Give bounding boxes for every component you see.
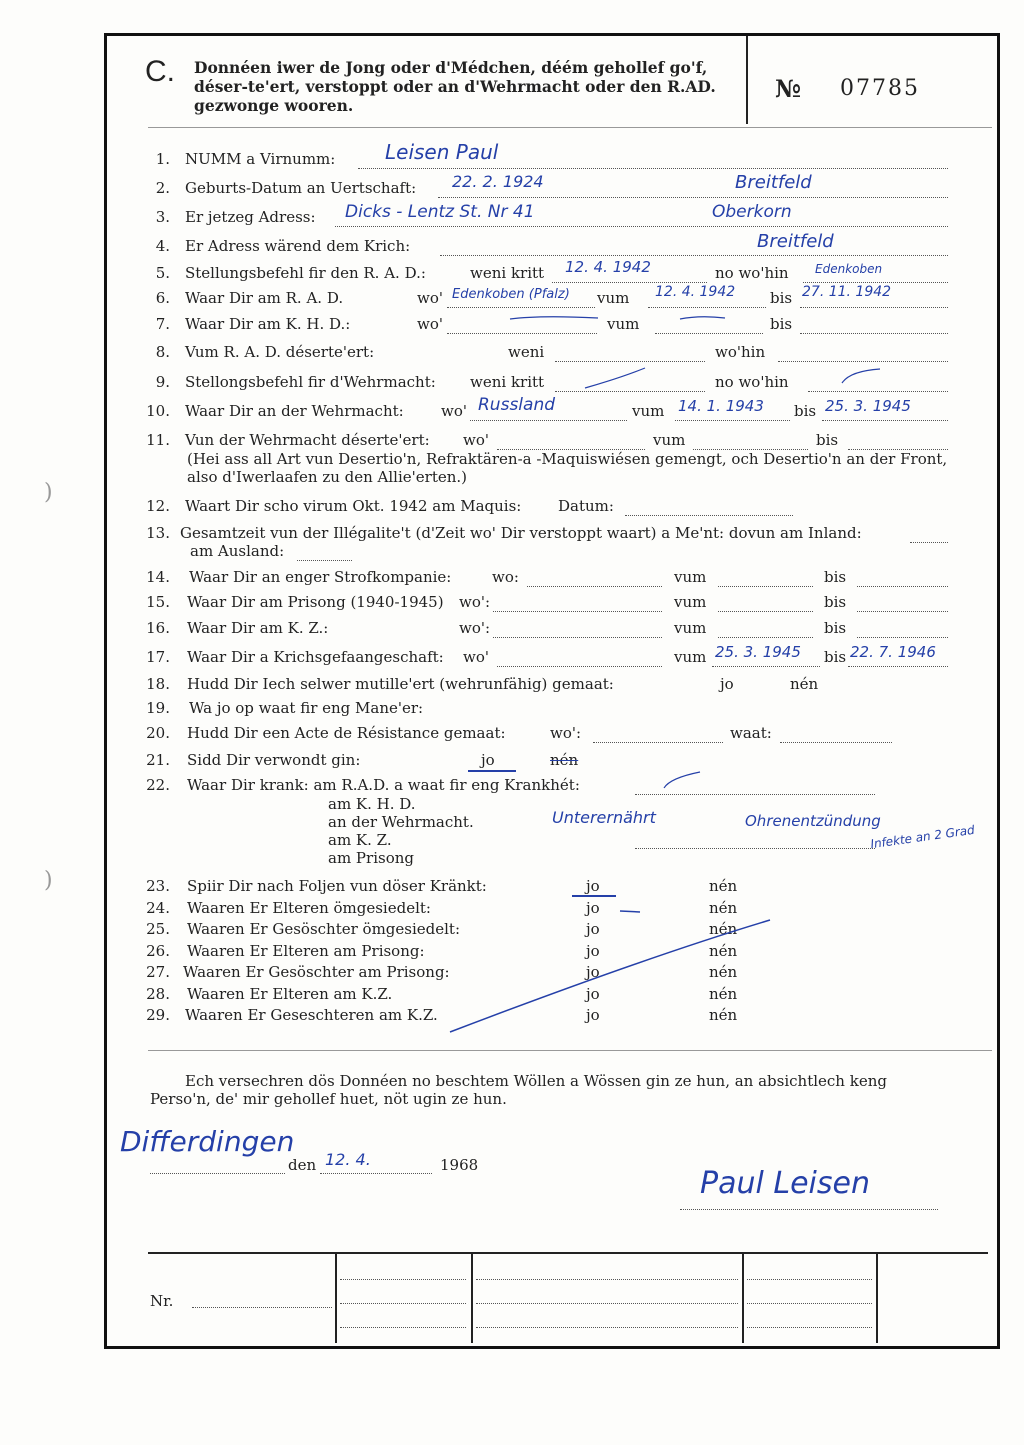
row-number: 21. — [146, 751, 170, 769]
row-number: 5. — [155, 264, 170, 282]
illegality-ausland-line — [297, 559, 352, 561]
row-number: 3. — [155, 208, 170, 226]
row-number: 13. — [146, 524, 170, 542]
signature: Paul Leisen — [700, 1166, 870, 1201]
pow-to: 22. 7. 1946 — [850, 643, 936, 661]
wehrmacht-to-line — [822, 419, 948, 421]
row-number: 23. — [146, 877, 170, 895]
rad-order-weni: weni kritt — [470, 264, 545, 282]
prison-bis: bis — [824, 593, 847, 611]
prison-place-line — [493, 610, 662, 612]
parents-kz-jo: jo — [586, 985, 600, 1003]
name-label: NUMM a Virnumm: — [185, 150, 336, 168]
pow-from: 25. 3. 1945 — [715, 643, 801, 661]
sick-kz: am K. Z. — [328, 831, 392, 849]
wehrmacht-order-wohin: no wo'hin — [715, 373, 789, 391]
row-number: 1. — [155, 150, 170, 168]
row-number: 12. — [146, 497, 170, 515]
address-line — [335, 225, 948, 227]
khd-vum: vum — [607, 315, 640, 333]
wehrmacht-to: 25. 3. 1945 — [825, 397, 911, 415]
resistance-label: Hudd Dir een Acte de Résistance gemaat: — [187, 724, 506, 742]
maquis-datum: Datum: — [558, 497, 614, 515]
pow-to-line — [848, 665, 948, 667]
wounded-nen: nén — [550, 751, 579, 769]
parents-resettled-label: Waaren Er Elteren ömgesiedelt: — [187, 899, 431, 917]
khd-wo: wo' — [417, 315, 443, 333]
wehrmacht-from-line — [675, 419, 790, 421]
rad-to-line — [800, 306, 948, 308]
strofkompanie-from-line — [718, 585, 813, 587]
form-number: 07785 — [840, 76, 920, 101]
footer-col-3 — [742, 1254, 744, 1343]
kz-vum: vum — [674, 619, 707, 637]
rad-desert-wohin: wo'hin — [715, 343, 766, 361]
rad-order-date-line — [552, 281, 707, 283]
address-town-value: Oberkorn — [712, 202, 792, 222]
place-line — [150, 1172, 285, 1174]
illegality-ausland: am Ausland: — [190, 542, 285, 560]
name-value: Leisen Paul — [385, 140, 499, 164]
wehrmacht-place-line — [470, 419, 627, 421]
rad-from-line — [648, 306, 766, 308]
wounded-jo-underline — [468, 770, 516, 772]
rad-to: 27. 11. 1942 — [802, 284, 892, 300]
rad-order-date: 12. 4. 1942 — [565, 258, 651, 276]
footer-cell-line — [340, 1302, 466, 1304]
wehrmacht-wo: wo' — [441, 402, 467, 420]
consequences-nen: nén — [709, 877, 738, 895]
header-rule — [148, 127, 992, 128]
prison-vum: vum — [674, 593, 707, 611]
rad-desert-label: Vum R. A. D. déserte'ert: — [185, 343, 375, 361]
pow-label: Waar Dir a Krichsgefaangeschaft: — [187, 648, 444, 666]
illegality-label: Gesamtzeit vun der Illégalite't (d'Zeit wo' Dir verstoppt waart) a Me'nt: dovun am Inland: — [180, 524, 862, 542]
mutilation-how-label: Wa jo op waat fir eng Mane'er: — [189, 699, 424, 717]
punch-hole: ) — [44, 868, 53, 893]
section-letter: C. — [145, 55, 175, 88]
row-number: 4. — [155, 237, 170, 255]
sick-lower-line — [635, 847, 875, 849]
blank-mark-3 — [660, 768, 710, 798]
pow-place-line — [497, 665, 662, 667]
blank-marks — [500, 310, 760, 400]
rad-vum: vum — [597, 289, 630, 307]
strofkompanie-bis: bis — [824, 568, 847, 586]
blank-mark-2 — [830, 365, 890, 395]
rad-place-line — [447, 306, 595, 308]
maquis-label: Waart Dir scho virum Okt. 1942 am Maquis: — [185, 497, 522, 515]
mutilation-jo: jo — [720, 675, 734, 693]
address-label: Er jetzeg Adress: — [185, 208, 316, 226]
row-number: 7. — [155, 315, 170, 333]
pow-vum: vum — [674, 648, 707, 666]
prison-wo: wo': — [459, 593, 491, 611]
consequences-label: Spiir Dir nach Foljen vun döser Kränkt: — [187, 877, 487, 895]
siblings-kz-jo: jo — [586, 1006, 600, 1024]
footer-cell-line — [340, 1278, 466, 1280]
wehrmacht-desert-label: Vun der Wehrmacht déserte'ert: — [185, 431, 430, 449]
khd-label: Waar Dir am K. H. D.: — [185, 315, 351, 333]
strike-through-lines — [440, 910, 780, 1040]
row-number: 10. — [146, 402, 170, 420]
wehrmacht-place: Russland — [478, 395, 556, 415]
sick-value-2: Ohrenentzündung — [745, 812, 881, 830]
parents-kz-label: Waaren Er Elteren am K.Z. — [187, 985, 393, 1003]
resistance-wo: wo': — [550, 724, 582, 742]
wehrmacht-desert-bis: bis — [816, 431, 839, 449]
mutilation-label: Hudd Dir Iech selwer mutille'ert (wehrunfähig) gemaat: — [187, 675, 614, 693]
strofkompanie-wo: wo: — [492, 568, 519, 586]
signing-den: den — [288, 1156, 317, 1174]
siblings-prison-label: Waaren Er Gesöschter am Prisong: — [183, 963, 450, 981]
resistance-place-line — [593, 741, 723, 743]
footer-cell-line — [476, 1302, 738, 1304]
desertion-note: (Hei ass all Art vun Desertio'n, Refraktären-a -Maquiswiésen gemengt, och Desertio'n an der Front, also d'Iwerlaafen zu den Allie'erten.) — [187, 450, 948, 486]
wehrmacht-label: Waar Dir an der Wehrmacht: — [185, 402, 404, 420]
footer-col-2 — [471, 1254, 473, 1343]
war-address-line — [440, 254, 948, 256]
row-number: 6. — [155, 289, 170, 307]
prison-from-line — [718, 610, 813, 612]
siblings-prison-jo: jo — [586, 963, 600, 981]
kz-label: Waar Dir am K. Z.: — [187, 619, 329, 637]
war-address-label: Er Adress wärend dem Krich: — [185, 237, 411, 255]
strofkompanie-label: Waar Dir an enger Strofkompanie: — [189, 568, 452, 586]
footer-cell-line — [747, 1302, 872, 1304]
row-number: 27. — [146, 963, 170, 981]
row-number: 22. — [146, 776, 170, 794]
strofkompanie-to-line — [857, 585, 948, 587]
parents-prison-nen: nén — [709, 942, 738, 960]
declaration-rule — [148, 1050, 992, 1051]
signing-year: 1968 — [440, 1156, 479, 1174]
date-line — [320, 1172, 432, 1174]
sick-khd: am K. H. D. — [328, 795, 416, 813]
row-number: 28. — [146, 985, 170, 1003]
strofkompanie-place-line — [527, 585, 662, 587]
footer-col-1 — [335, 1254, 337, 1343]
siblings-kz-nen: nén — [709, 1006, 738, 1024]
row-number: 26. — [146, 942, 170, 960]
mutilation-nen: nén — [790, 675, 819, 693]
consequences-jo: jo — [586, 877, 600, 895]
birth-line — [438, 196, 948, 198]
resistance-what-line — [780, 741, 892, 743]
war-address-value: Breitfeld — [757, 231, 834, 252]
siblings-kz-label: Waaren Er Geseschteren am K.Z. — [185, 1006, 438, 1024]
parents-prison-label: Waaren Er Elteren am Prisong: — [187, 942, 425, 960]
wehrmacht-from: 14. 1. 1943 — [678, 397, 764, 415]
illegality-inland-line — [910, 541, 948, 543]
signing-place: Differdingen — [120, 1125, 295, 1158]
row-number: 17. — [146, 648, 170, 666]
kz-from-line — [718, 636, 813, 638]
nr-label: Nr. — [150, 1292, 174, 1310]
row-number: 16. — [146, 619, 170, 637]
consequences-jo-underline — [572, 895, 616, 897]
rad-place: Edenkoben (Pfalz) — [452, 287, 570, 302]
birth-label: Geburts-Datum an Uertschaft: — [185, 179, 417, 197]
sick-wehrmacht: an der Wehrmacht. — [328, 813, 474, 831]
pow-wo: wo' — [463, 648, 489, 666]
rad-desert-place-line — [778, 360, 948, 362]
siblings-resettled-label: Waaren Er Gesöschter ömgesiedelt: — [187, 920, 461, 938]
rad-wo: wo' — [417, 289, 443, 307]
rad-order-place: Edenkoben — [815, 262, 883, 276]
punch-hole: ) — [44, 480, 53, 505]
footer-cell-line — [747, 1278, 872, 1280]
sick-value-1: Unterernährt — [552, 808, 656, 827]
row-number: 18. — [146, 675, 170, 693]
maquis-date-line — [625, 514, 793, 516]
birth-date-value: 22. 2. 1924 — [452, 172, 544, 191]
wehrmacht-desert-vum: vum — [653, 431, 686, 449]
parents-resettled-jo: jo — [586, 899, 600, 917]
row-number: 20. — [146, 724, 170, 742]
sick-value-3: Infekte an 2 Grad — [869, 822, 976, 852]
rad-order-label: Stellungsbefehl fir den R. A. D.: — [185, 264, 426, 282]
footer-col-4 — [876, 1254, 878, 1343]
kz-wo: wo': — [459, 619, 491, 637]
rad-bis: bis — [770, 289, 793, 307]
row-number: 2. — [155, 179, 170, 197]
resistance-waat: waat: — [730, 724, 772, 742]
row-number: 29. — [146, 1006, 170, 1024]
siblings-prison-nen: nén — [709, 963, 738, 981]
header-divider — [746, 36, 748, 124]
row-number: 25. — [146, 920, 170, 938]
signature-line — [680, 1208, 938, 1210]
declaration-text: Ech versechren dös Donnéen no beschtem Wöllen a Wössen gin ze hun, an absichtlech keng Perso'n, de' mir gehollef huet, nöt ugin ze hun. — [150, 1072, 887, 1108]
signing-date: 12. 4. — [325, 1150, 371, 1169]
number-symbol: № — [775, 74, 802, 103]
address-street-value: Dicks - Lentz St. Nr 41 — [345, 202, 535, 222]
parents-prison-jo: jo — [586, 942, 600, 960]
row-number: 9. — [155, 373, 170, 391]
siblings-resettled-jo: jo — [586, 920, 600, 938]
rad-order-place-line — [803, 281, 948, 283]
row-number: 11. — [146, 431, 170, 449]
siblings-resettled-nen: nén — [709, 920, 738, 938]
row-number: 14. — [146, 568, 170, 586]
strofkompanie-vum: vum — [674, 568, 707, 586]
name-line — [358, 167, 948, 169]
footer-cell-line — [747, 1326, 872, 1328]
sick-label: Waar Dir krank: am R.A.D. a waat fir eng Krankhét: — [187, 776, 580, 794]
wehrmacht-vum: vum — [632, 402, 665, 420]
footer-cell-line — [340, 1326, 466, 1328]
row-number: 19. — [146, 699, 170, 717]
wehrmacht-desert-wo: wo' — [463, 431, 489, 449]
footer-rule — [148, 1252, 988, 1254]
rad-label: Waar Dir am R. A. D. — [185, 289, 344, 307]
kz-to-line — [857, 636, 948, 638]
khd-to-line — [800, 332, 948, 334]
form-title: Donnéen iwer de Jong oder d'Médchen, déém gehollef go'f, déser-te'ert, verstoppt oder an d'Wehrmacht oder den R.AD. gezwonge wooren. — [194, 58, 716, 115]
prison-label: Waar Dir am Prisong (1940-1945) — [187, 593, 444, 611]
pow-bis: bis — [824, 648, 847, 666]
khd-bis: bis — [770, 315, 793, 333]
row-number: 24. — [146, 899, 170, 917]
parents-kz-nen: nén — [709, 985, 738, 1003]
parents-resettled-nen: nén — [709, 899, 738, 917]
wehrmacht-bis: bis — [794, 402, 817, 420]
nr-line — [192, 1306, 332, 1308]
rad-order-wohin: no wo'hin — [715, 264, 789, 282]
wehrmacht-order-weni: weni kritt — [470, 373, 545, 391]
rad-from: 12. 4. 1942 — [655, 284, 736, 300]
row-number: 15. — [146, 593, 170, 611]
sick-prison: am Prisong — [328, 849, 414, 867]
row-number: 8. — [155, 343, 170, 361]
wehrmacht-order-label: Stellongsbefehl fir d'Wehrmacht: — [185, 373, 436, 391]
kz-bis: bis — [824, 619, 847, 637]
wounded-label: Sidd Dir verwondt gin: — [187, 751, 361, 769]
prison-to-line — [857, 610, 948, 612]
pow-from-line — [712, 665, 820, 667]
rad-desert-weni: weni — [508, 343, 545, 361]
footer-cell-line — [476, 1326, 738, 1328]
footer-cell-line — [476, 1278, 738, 1280]
birth-place-value: Breitfeld — [735, 172, 812, 193]
kz-place-line — [493, 636, 662, 638]
wounded-jo: jo — [481, 751, 495, 769]
